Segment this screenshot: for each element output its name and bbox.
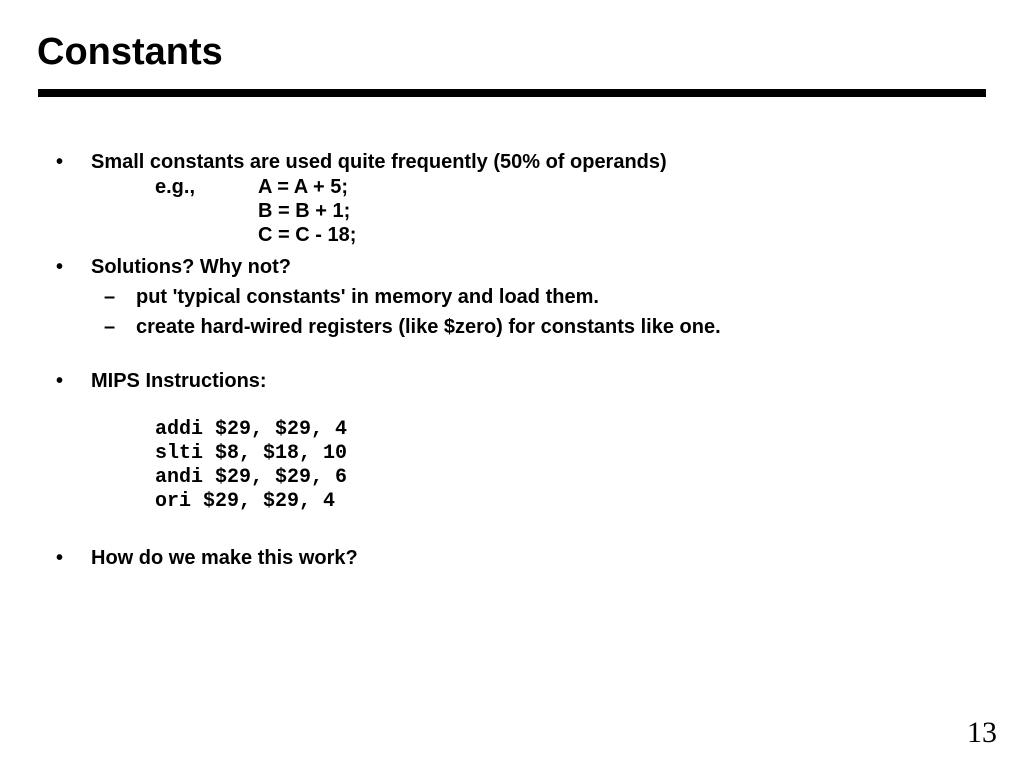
dash-marker: – [104, 286, 116, 308]
bullet-solutions: Solutions? Why not? [91, 256, 291, 278]
slide-title: Constants [37, 31, 223, 73]
example-line: B = B + 1; [258, 200, 351, 222]
bullet-marker: • [56, 370, 64, 392]
bullet-marker: • [56, 547, 64, 569]
bullet-marker: • [56, 151, 64, 173]
bullet-small-constants: Small constants are used quite frequently (50% of operands) [91, 151, 667, 173]
example-line: A = A + 5; [258, 176, 349, 198]
code-line: ori $29, $29, 4 [155, 490, 336, 513]
dash-marker: – [104, 316, 116, 338]
page-number: 13 [967, 716, 997, 749]
example-label: e.g., [155, 176, 196, 198]
bullet-marker: • [56, 256, 64, 278]
code-line: slti $8, $18, 10 [155, 442, 348, 465]
title-underline-rule [38, 89, 986, 97]
subitem-hard-wired-registers: create hard-wired registers (like $zero) for constants like one. [136, 316, 721, 338]
code-line: addi $29, $29, 4 [155, 418, 348, 441]
bullet-how-do-we-make-this-work: How do we make this work? [91, 547, 358, 569]
code-line: andi $29, $29, 6 [155, 466, 348, 489]
subitem-typical-constants: put 'typical constants' in memory and load them. [136, 286, 599, 308]
example-line: C = C - 18; [258, 224, 357, 246]
bullet-mips-instructions: MIPS Instructions: [91, 370, 267, 392]
